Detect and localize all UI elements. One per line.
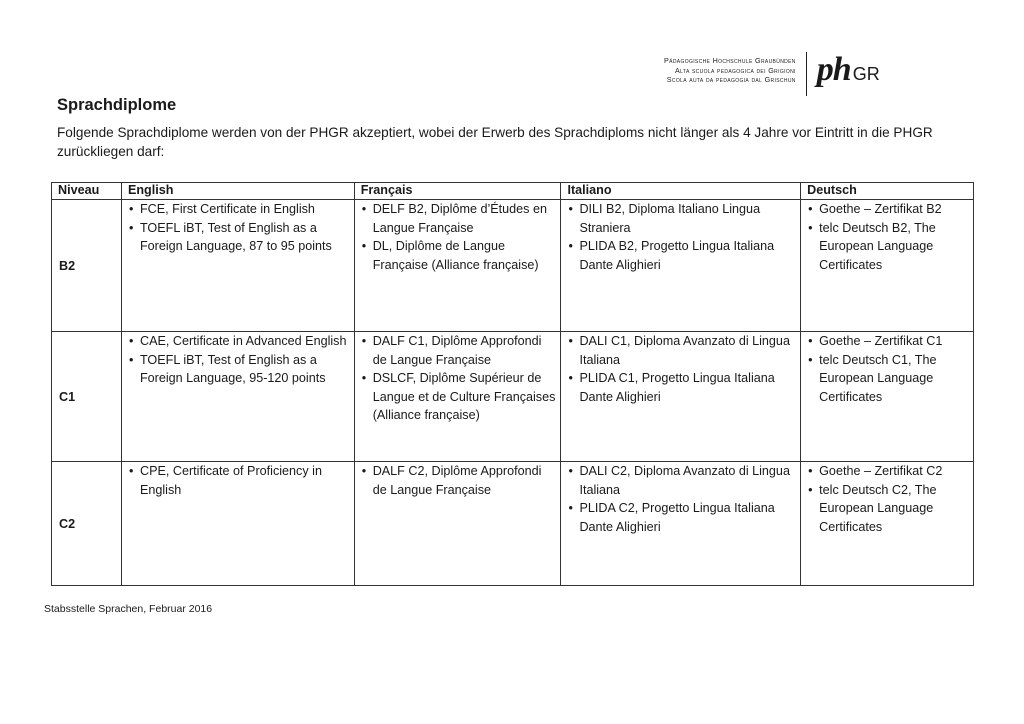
french-cell [354,332,561,462]
logo-gr: GR [852,64,880,84]
page-title: Sprachdiplome [57,96,177,114]
diploma-item: • Goethe – Zertifikat C1 [807,332,969,351]
header-english: English [121,183,354,200]
diploma-item: • CPE, Certificate of Proficiency in English [128,462,350,499]
level-cell: C1 [52,332,122,462]
diploma-item: • DILI B2, Diploma Italiano Lingua Straniera [567,200,796,237]
italian-cell [561,332,801,462]
institution-logo [664,52,880,98]
logo-divider [806,52,807,96]
english-cell [121,200,354,332]
diploma-item: • PLIDA C2, Progetto Lingua Italiana Dante Alighieri [567,499,796,536]
english-cell [121,332,354,462]
diploma-item: • PLIDA B2, Progetto Lingua Italiana Dante Alighieri [567,237,796,274]
diploma-item: • TOEFL iBT, Test of English as a Foreign Language, 95-120 points [128,351,350,388]
table-row-c2 [52,462,974,586]
diploma-item: • CAE, Certificate in Advanced English [128,332,350,351]
german-cell [801,332,974,462]
french-cell [354,200,561,332]
diploma-item: • DELF B2, Diplôme d’Études en Langue Française [361,200,557,237]
diploma-item: • DALF C2, Diplôme Approfondi de Langue Française [361,462,557,499]
diploma-item: • DL, Diplôme de Langue Française (Alliance française) [361,237,557,274]
language-diplomas-table [51,182,974,586]
level-cell: B2 [52,200,122,332]
intro-text: Folgende Sprachdiplome werden von der PHGR akzeptiert, wobei der Erwerb des Sprachdiploms nicht länger als 4 Jahre vor Eintritt in die PHGR zurückliegen darf: [57,125,933,159]
diploma-item: • TOEFL iBT, Test of English as a Foreign Language, 87 to 95 points [128,219,350,256]
diploma-item: • DSLCF, Diplôme Supérieur de Langue et de Culture Françaises (Alliance française) [361,369,557,425]
footer-text: Stabsstelle Sprachen, Februar 2016 [44,603,213,615]
header-deutsch: Deutsch [801,183,974,200]
header-italiano: Italiano [561,183,801,200]
institution-name-de: Pädagogische Hochschule Graubünden [664,56,796,65]
header-niveau: Niveau [52,183,122,200]
diploma-item: • DALF C1, Diplôme Approfondi de Langue Française [361,332,557,369]
italian-cell [561,200,801,332]
diploma-item: • DALI C1, Diploma Avanzato di Lingua Italiana [567,332,796,369]
level-cell: C2 [52,462,122,586]
logo-ph: ph [816,51,851,88]
table-header-row [52,183,974,200]
institution-name [664,56,796,85]
diploma-item: • telc Deutsch C1, The European Language Certificates [807,351,969,407]
french-cell [354,462,561,586]
german-cell [801,462,974,586]
diploma-item: • PLIDA C1, Progetto Lingua Italiana Dante Alighieri [567,369,796,406]
english-cell [121,462,354,586]
diploma-item: • Goethe – Zertifikat C2 [807,462,969,481]
institution-name-it: Alta scuola pedagogica dei Grigioni [675,65,796,75]
italian-cell [561,462,801,586]
diploma-item: • telc Deutsch B2, The European Language Certificates [807,219,969,275]
table-row-c1 [52,332,974,462]
german-cell [801,200,974,332]
phgr-logo-mark [817,53,880,87]
table-row-b2 [52,200,974,332]
diploma-item: • FCE, First Certificate in English [128,200,350,219]
diploma-item: • DALI C2, Diploma Avanzato di Lingua Italiana [567,462,796,499]
institution-name-rm: Scola auta da pedagogia dal Grischun [666,75,796,85]
header-francais: Français [354,183,561,200]
diploma-item: • Goethe – Zertifikat B2 [807,200,969,219]
diploma-item: • telc Deutsch C2, The European Language Certificates [807,481,969,537]
